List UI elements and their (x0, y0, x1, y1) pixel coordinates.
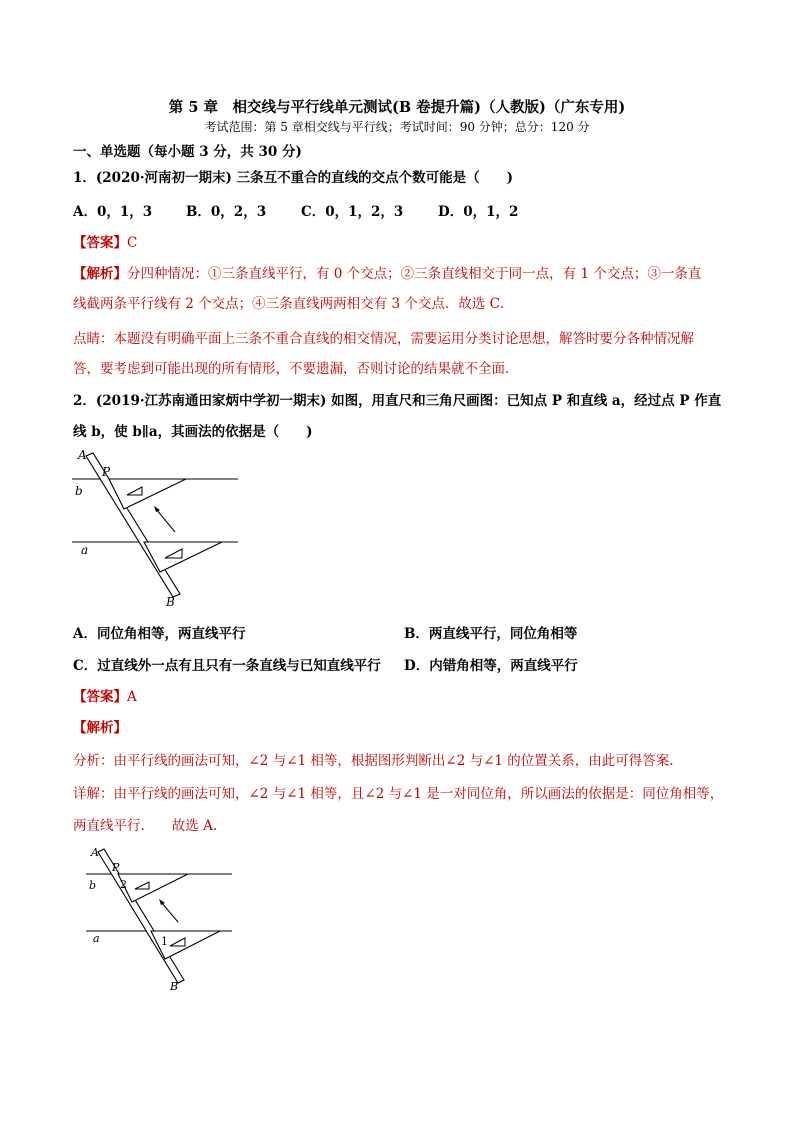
q2-answer-row (73, 685, 137, 705)
q2-fenxi: 分析：由平行线的画法可知，∠2 与∠1 相等，根据图形判断出∠2 与∠1 的位置关系，由此可得答案. (73, 753, 674, 769)
answer-tag: 【答案】 (73, 689, 127, 705)
q2-stem-line1: 2．(2019·江苏南通田家炳中学初一期末) 如图，用直尺和三角尺画图：已知点 P 和直线 a，经过点 P 作直 (73, 393, 722, 409)
ruler (86, 453, 180, 597)
ruler-triangle-figure (72, 446, 242, 608)
arrow-shaft (156, 509, 175, 532)
q1-analysis-line2: 线截两条平行线有 2 个交点；④三条直线两两相交有 3 个交点．故选 C． (73, 296, 514, 312)
label-a: a (81, 543, 89, 557)
label-B: B (170, 980, 179, 992)
page-title: 第 5 章 相交线与平行线单元测试(B 卷提升篇)（人教版)（广东专用) (168, 99, 626, 116)
analysis-tag: 【解析】 (73, 266, 127, 282)
q1-option-c: C．0，1，2，3 (301, 204, 404, 220)
answer-tag: 【答案】 (73, 235, 127, 251)
q1-comment-line2: 答，要考虑到可能出现的所有情形，不要遗漏，否则讨论的结果就不全面． (73, 361, 519, 377)
exam-meta: 考试范围：第 5 章相交线与平行线；考试时间：90 分钟；总分：120 分 (204, 120, 590, 134)
q1-option-b: B．0，2，3 (186, 204, 267, 220)
q2-option-c: C．过直线外一点有且只有一条直线与已知直线平行 (73, 658, 381, 674)
arrow-shaft (161, 902, 178, 922)
label-B: B (166, 595, 175, 608)
q2-xiangjie-line2: 两直线平行. 故选 A. (73, 818, 218, 834)
q2-xiangjie-line1: 详解：由平行线的画法可知，∠2 与∠1 相等，且∠2 与∠1 是一对同位角，所以画法的依据是：同位角相等， (73, 786, 724, 802)
label-A: A (78, 448, 87, 462)
arrow-icon (154, 506, 160, 512)
ruler-triangle-figure-with-angles (86, 844, 240, 992)
q2-option-b: B．两直线平行，同位角相等 (404, 626, 578, 642)
q1-option-d: D．0，1，2 (438, 204, 519, 220)
section-heading: 一、单选题（每小题 3 分，共 30 分) (73, 144, 302, 160)
q1-answer-row (73, 231, 137, 251)
analysis-tag: 【解析】 (73, 720, 127, 736)
label-P: P (112, 861, 120, 874)
q2-analysis-row (73, 716, 127, 736)
q1-comment-line1: 点睛：本题没有明确平面上三条不重合直线的相交情况，需要运用分类讨论思想，解答时要分各种情况解 (73, 331, 694, 347)
q1-answer: C (127, 235, 138, 251)
q2-stem-line2: 线 b，使 b∥a，其画法的依据是（ ) (73, 424, 313, 440)
label-angle-2: 2 (120, 878, 127, 891)
arrow-icon (159, 899, 165, 905)
label-angle-1: 1 (161, 935, 168, 948)
q1-stem: 1．(2020·河南初一期末) 三条互不重合的直线的交点个数可能是（ ) (73, 170, 514, 186)
label-P: P (102, 465, 111, 479)
q2-option-d: D．内错角相等，两直线平行 (404, 658, 578, 674)
q1-analysis-line1: 分四种情况：①三条直线平行，有 0 个交点；②三条直线相交于同一点，有 1 个交点；③一条直 (127, 266, 702, 282)
label-b: b (75, 484, 83, 498)
label-b: b (89, 879, 97, 892)
ruler (98, 849, 184, 983)
label-a: a (93, 932, 100, 945)
q1-option-a: A．0，1，3 (73, 204, 153, 220)
q2-answer: A (127, 689, 137, 705)
q1-analysis-row (73, 262, 701, 282)
label-A: A (91, 846, 99, 859)
q2-option-a: A．同位角相等，两直线平行 (73, 626, 246, 642)
